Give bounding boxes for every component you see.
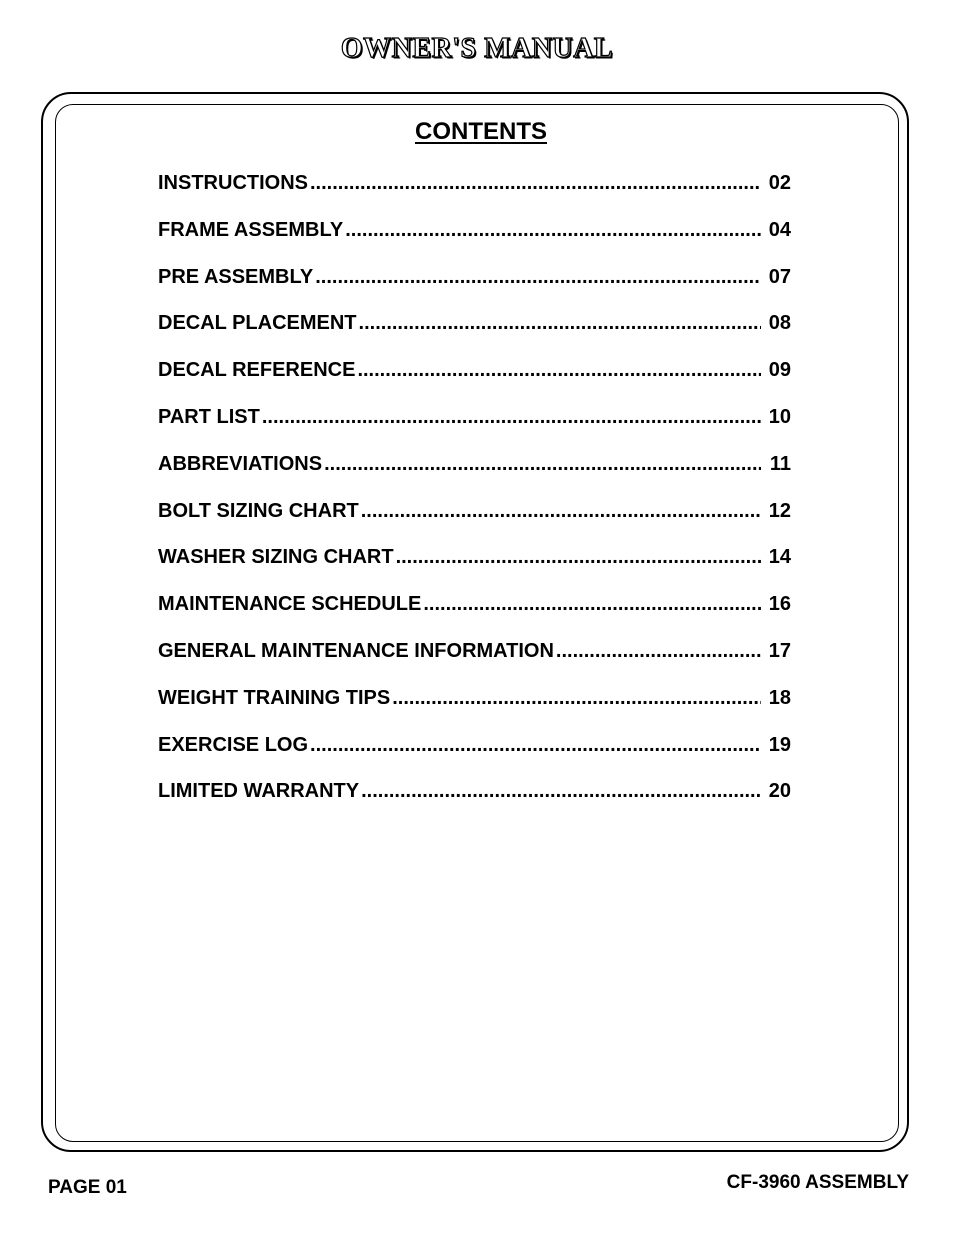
toc-dot-leader — [357, 359, 761, 382]
toc-entry-general-maintenance-information — [158, 640, 791, 687]
toc-entry-page: 04 — [768, 218, 791, 241]
toc-entry-part-list — [158, 406, 791, 453]
toc-entry-page: 02 — [768, 172, 791, 194]
toc-dot-leader — [262, 406, 761, 429]
toc-entry-page: 19 — [768, 733, 791, 756]
toc-entry-page: 18 — [768, 686, 791, 709]
toc-entry-limited-warranty — [158, 780, 791, 827]
toc-entry-label: GENERAL MAINTENANCE INFORMATION — [158, 639, 554, 662]
toc-entry-exercise-log — [158, 734, 791, 781]
toc-entry-page: 11 — [769, 452, 791, 475]
toc-entry-label: MAINTENANCE SCHEDULE — [158, 593, 422, 616]
toc-entry-pre-assembly — [158, 266, 791, 313]
toc-entry-label: WEIGHT TRAINING TIPS — [158, 686, 391, 709]
toc-entry-label: LIMITED WARRANTY — [158, 780, 360, 803]
toc-entry-page: 17 — [768, 639, 791, 662]
table-of-contents — [158, 172, 791, 827]
toc-entry-frame-assembly — [158, 219, 791, 266]
toc-entry-label: INSTRUCTIONS — [158, 172, 308, 194]
toc-entry-label: PRE ASSEMBLY — [158, 265, 314, 288]
contents-heading: CONTENTS — [415, 118, 547, 145]
toc-entry-label: ABBREVIATIONS — [158, 452, 323, 475]
toc-dot-leader — [361, 500, 761, 523]
toc-dot-leader — [396, 546, 761, 569]
toc-entry-label: DECAL PLACEMENT — [158, 312, 357, 335]
toc-entry-page: 07 — [768, 265, 791, 288]
toc-dot-leader — [310, 172, 761, 195]
toc-entry-page: 12 — [768, 499, 791, 522]
toc-dot-leader — [423, 593, 761, 616]
toc-dot-leader — [324, 453, 761, 476]
toc-dot-leader — [392, 687, 761, 710]
toc-entry-bolt-sizing-chart — [158, 500, 791, 547]
toc-entry-page: 08 — [768, 312, 791, 335]
manual-title: OWNER'S MANUAL — [340, 33, 614, 64]
toc-dot-leader — [315, 266, 761, 289]
toc-entry-label: BOLT SIZING CHART — [158, 499, 359, 522]
toc-entry-page: 20 — [768, 780, 791, 803]
toc-entry-page: 10 — [768, 405, 791, 428]
toc-entry-label: PART LIST — [158, 405, 260, 428]
toc-entry-decal-placement — [158, 312, 791, 359]
page-number: PAGE 01 — [48, 1177, 127, 1198]
model-assembly-label: CF-3960 ASSEMBLY — [726, 1172, 909, 1193]
toc-entry-label: FRAME ASSEMBLY — [158, 218, 344, 241]
toc-entry-maintenance-schedule — [158, 593, 791, 640]
toc-entry-page: 09 — [768, 359, 791, 382]
toc-dot-leader — [310, 734, 761, 757]
toc-entry-page: 16 — [768, 593, 791, 616]
toc-entry-page: 14 — [768, 546, 791, 569]
toc-dot-leader — [345, 219, 761, 242]
toc-entry-label: EXERCISE LOG — [158, 733, 309, 756]
toc-entry-decal-reference — [158, 359, 791, 406]
toc-entry-abbreviations — [158, 453, 791, 500]
toc-entry-washer-sizing-chart — [158, 546, 791, 593]
toc-dot-leader — [556, 640, 761, 663]
toc-dot-leader — [359, 312, 761, 335]
toc-entry-weight-training-tips — [158, 687, 791, 734]
toc-entry-instructions — [158, 172, 791, 219]
toc-dot-leader — [361, 780, 761, 803]
toc-entry-label: DECAL REFERENCE — [158, 359, 356, 382]
toc-entry-label: WASHER SIZING CHART — [158, 546, 394, 569]
